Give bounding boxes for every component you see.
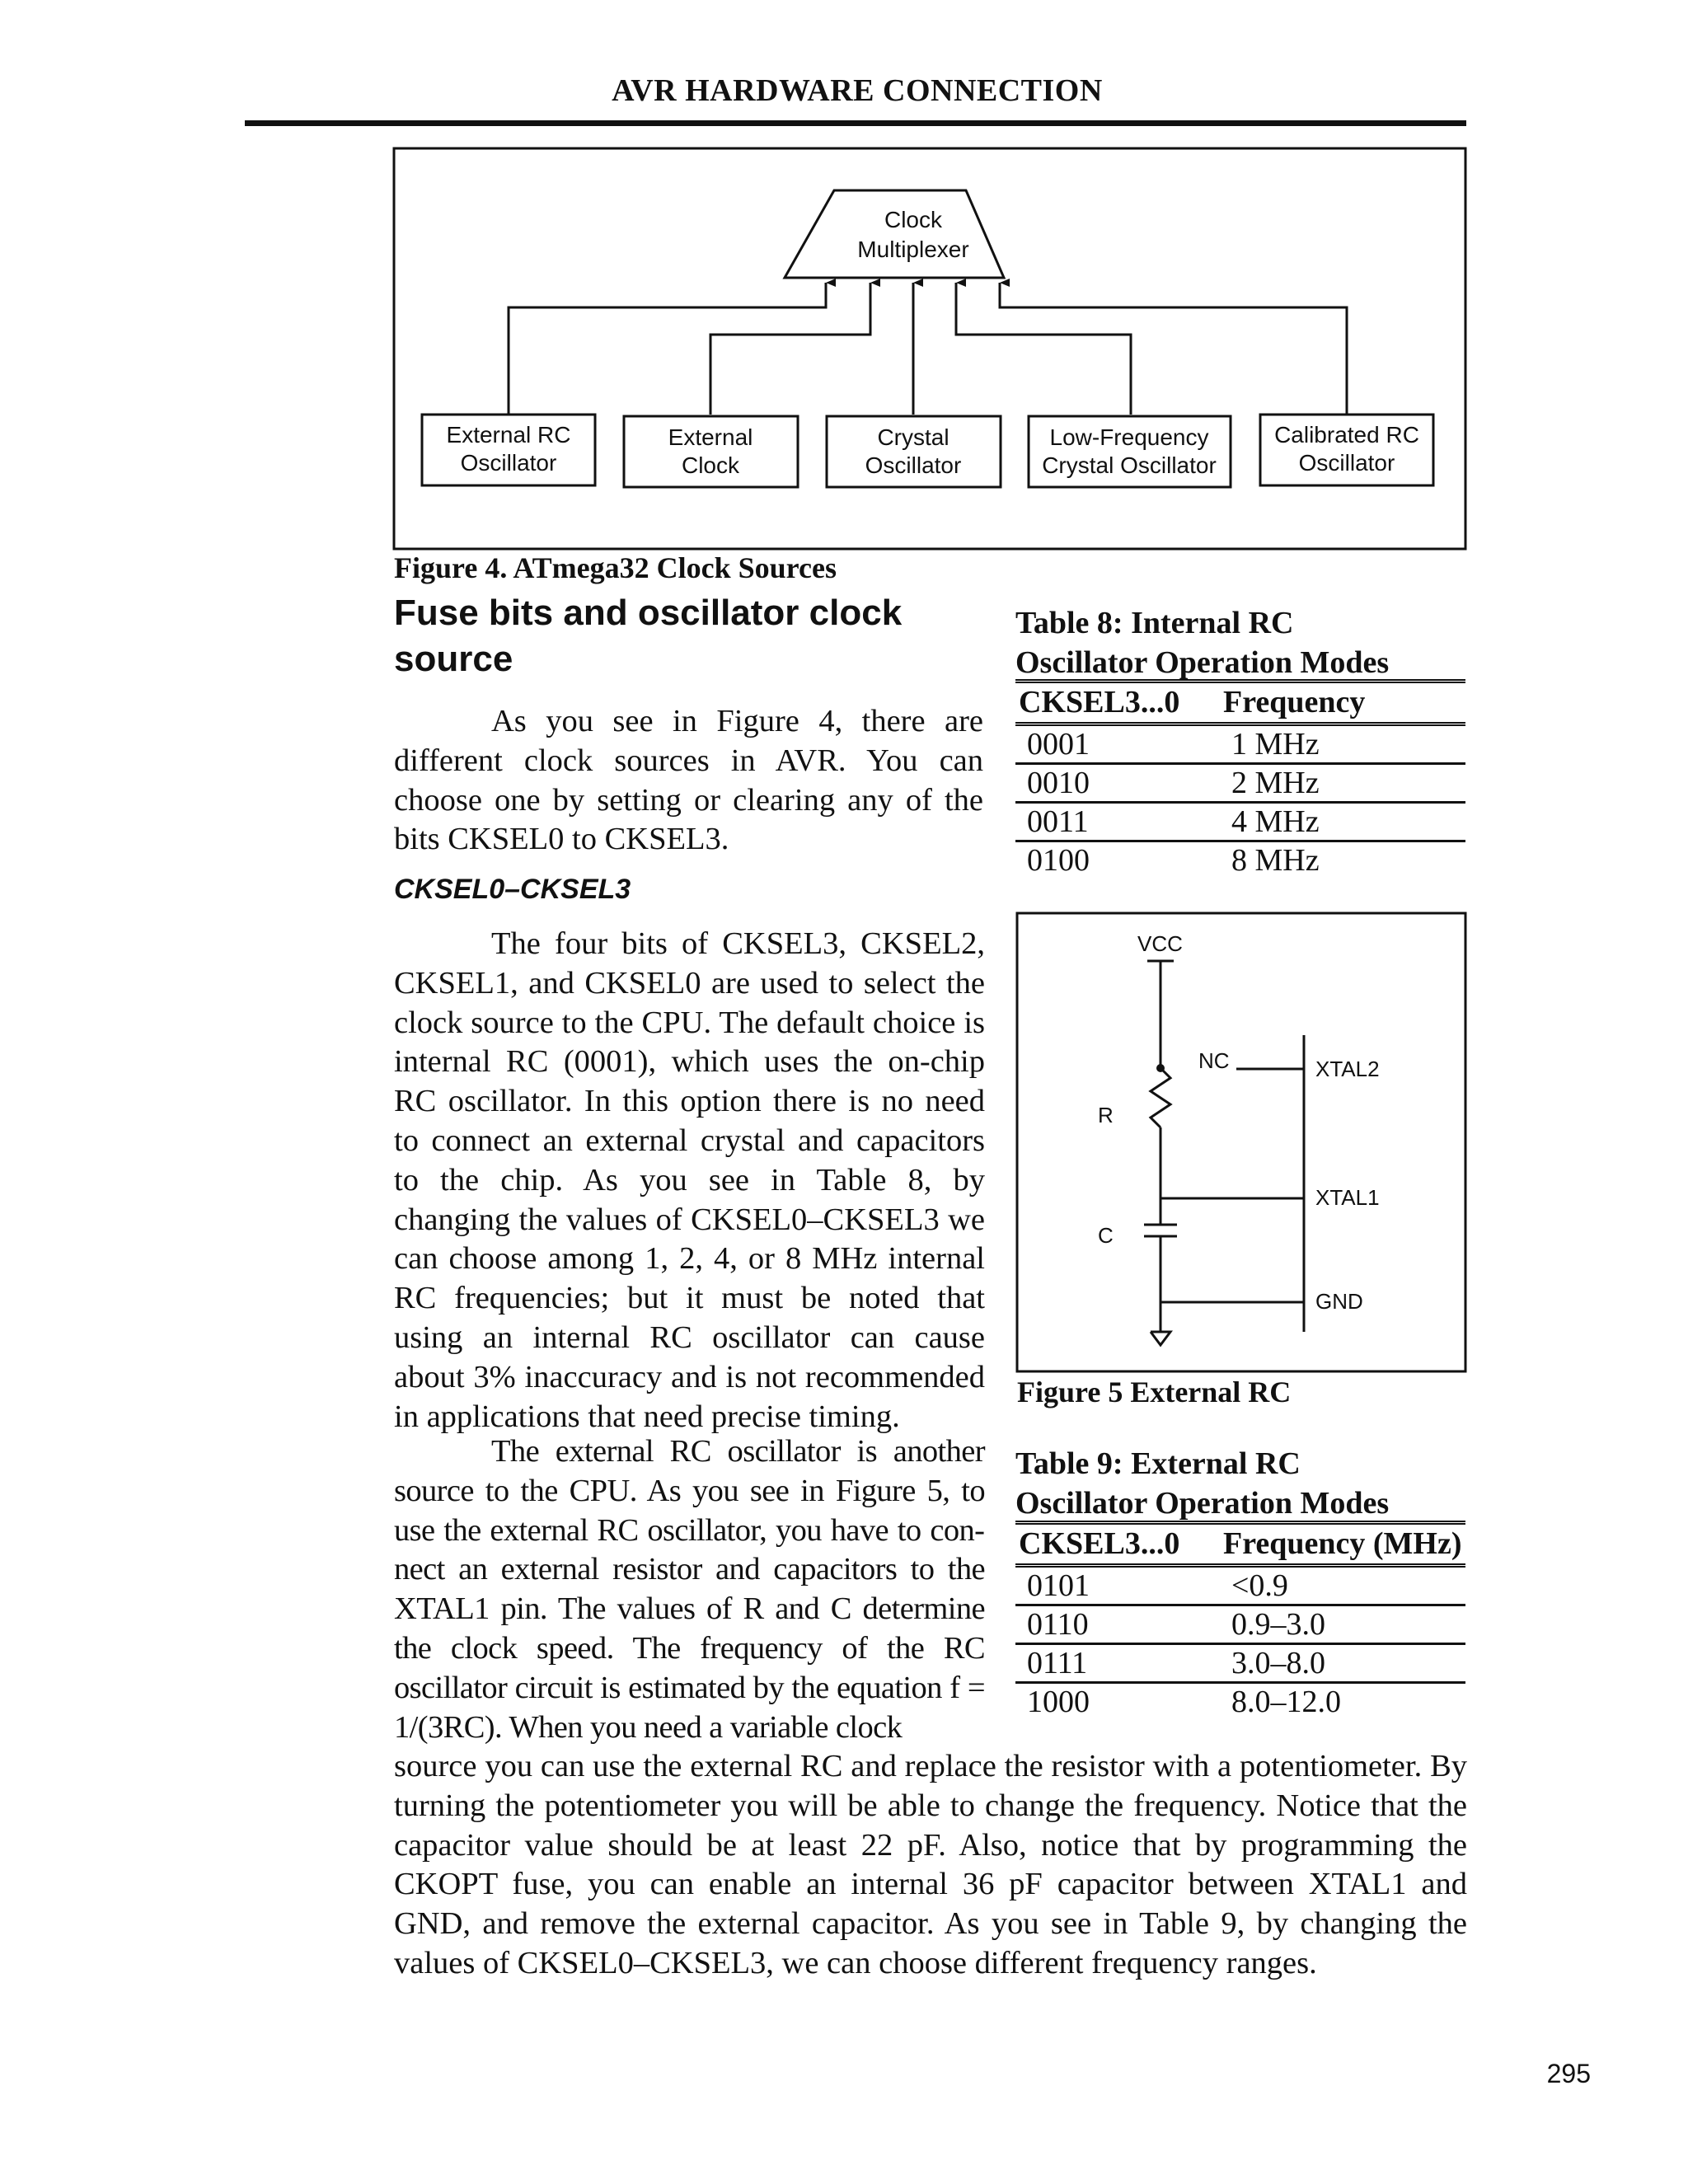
cell-frequency: 8.0–12.0 [1231, 1685, 1341, 1719]
table-row [1015, 841, 1465, 879]
table-external-rc-modes [1015, 1521, 1465, 1720]
column-header-cksel: CKSEL3...0 [1015, 1523, 1220, 1566]
column-header-frequency: Frequency [1220, 682, 1465, 724]
page-number: 295 [1546, 2059, 1591, 2088]
resistor-symbol [1151, 1068, 1170, 1127]
section-heading-line1: Fuse bits and oscillator clock [394, 593, 903, 633]
label-r: R [1098, 1103, 1114, 1127]
figure-clock-sources [392, 147, 1467, 551]
cell-cksel: 0101 [1015, 1566, 1220, 1605]
table8-title-line2: Oscillator Operation Modes [1015, 645, 1390, 680]
label-nc: NC [1198, 1048, 1230, 1073]
line-low-frequency [956, 283, 1131, 415]
table-internal-rc-modes [1015, 679, 1465, 879]
paragraph-potentiometer: source you can use the external RC and replace the resistor with a potentiometer. By turning the potentiometer you will be able to change the frequency. Notice that the capacitor value should be at least 22 pF. Also, notice that by programming the CKOPT fuse, you can enable an internal 36 pF capacitor between XTAL1 and GND, and remove the external capacitor. As you see in Table 9, by changing the values of CKSEL0–CKSEL3, we can choose different frequency ranges. [394, 1749, 1467, 1980]
column-header-frequency: Frequency (MHz) [1220, 1523, 1465, 1566]
label-vcc: VCC [1137, 931, 1183, 956]
multiplexer-label-line1: Clock [884, 207, 943, 232]
header-rule [245, 120, 1466, 126]
multiplexer-label-line2: Multiplexer [857, 237, 969, 262]
source-label: Crystal Oscillator [1042, 452, 1217, 478]
table9-title [1015, 1444, 1389, 1523]
cell-cksel: 0001 [1015, 724, 1220, 764]
line-external-clock [710, 283, 870, 415]
external-rc-circuit [1015, 912, 1467, 1373]
source-label: External [668, 424, 753, 450]
source-label: External RC [446, 422, 571, 448]
table-row [1015, 803, 1465, 841]
clock-multiplexer [785, 190, 1004, 278]
section-heading [394, 590, 1012, 682]
paragraph-external-rc: The external RC oscillator is another source to the CPU. As you see in Figure 5, to use the external RC oscillator, you have to connect an external resistor and capacitors to the XTAL1 pin. The values of R and C determine the clock speed. The frequency of the RC oscillator circuit is estimated by the equation f = 1/(3RC). When you need a variable clock [394, 1434, 985, 1745]
cell-frequency: 0.9–3.0 [1220, 1605, 1465, 1644]
table-header-row [1015, 682, 1465, 724]
figure-external-rc [1015, 912, 1467, 1373]
table-row [1015, 764, 1465, 803]
source-label: Oscillator [460, 450, 557, 476]
section-heading-line2: source [394, 639, 513, 679]
line-external-rc [509, 283, 826, 415]
cell-frequency: 2 MHz [1220, 764, 1465, 803]
paragraph-intro: As you see in Figure 4, there are different clock sources in AVR. You can choose one by setting or clearing any of the bits CKSEL0 to CKSEL3. [394, 704, 983, 857]
table-row [1015, 1605, 1465, 1644]
cell-frequency: <0.9 [1220, 1566, 1465, 1605]
source-label: Oscillator [1298, 450, 1395, 476]
figure5-caption: Figure 5 External RC [1017, 1376, 1292, 1408]
table-row [1015, 1644, 1465, 1683]
label-xtal1: XTAL1 [1315, 1185, 1380, 1210]
cell-cksel: 1000 [1027, 1685, 1090, 1719]
label-gnd: GND [1315, 1289, 1363, 1314]
cell-frequency: 3.0–8.0 [1220, 1644, 1465, 1683]
source-label: Low-Frequency [1049, 424, 1209, 450]
table-row [1015, 1683, 1465, 1721]
label-c: C [1098, 1223, 1114, 1248]
cell-frequency: 8 MHz [1231, 843, 1320, 878]
table8-title-line1: Table 8: Internal RC [1015, 606, 1294, 640]
table-header-row [1015, 1523, 1465, 1566]
paragraph-cksel: The four bits of CKSEL3, CKSEL2, CKSEL1, and CKSEL0 are used to select the clock source to the CPU. The default choice is internal RC (0001), which uses the on-chip RC oscillator. In this option there is no need to connect an external crystal and capacitors to the chip. As you see in Table 8, by changing the values of CKSEL0–CKSEL3 we can choose among 1, 2, 4, or 8 MHz internal RC frequencies; but it must be noted that using an internal RC oscillator can cause about 3% inaccuracy and is not recommended in applications that need precise timing. [394, 926, 985, 1434]
table-row [1015, 1566, 1465, 1605]
source-label: Oscillator [865, 452, 962, 478]
table9-title-line2: Oscillator Operation Modes [1015, 1486, 1390, 1521]
junction-dot [1156, 1064, 1165, 1072]
table9-title-line1: Table 9: External RC [1015, 1446, 1301, 1481]
cell-cksel: 0010 [1015, 764, 1220, 803]
figure4-caption: Figure 4. ATmega32 Clock Sources [394, 551, 837, 584]
table8-title [1015, 603, 1389, 682]
cell-cksel: 0111 [1015, 1644, 1220, 1683]
cell-cksel: 0100 [1027, 843, 1090, 878]
ground-symbol [1151, 1332, 1170, 1345]
cell-frequency: 4 MHz [1220, 803, 1465, 841]
line-calibrated-rc [1000, 283, 1347, 415]
source-label: Calibrated RC [1274, 422, 1419, 448]
column-header-cksel: CKSEL3...0 [1015, 682, 1220, 724]
label-xtal2: XTAL2 [1315, 1057, 1380, 1081]
cell-cksel: 0011 [1015, 803, 1220, 841]
cell-frequency: 1 MHz [1220, 724, 1465, 764]
table-row [1015, 724, 1465, 764]
source-label: Crystal [877, 424, 950, 450]
source-label: Clock [681, 452, 740, 478]
clock-sources-diagram [392, 147, 1467, 551]
cell-cksel: 0110 [1015, 1605, 1220, 1644]
running-header: AVR HARDWARE CONNECTION [612, 73, 1103, 108]
subheading-cksel: CKSEL0–CKSEL3 [394, 874, 631, 905]
